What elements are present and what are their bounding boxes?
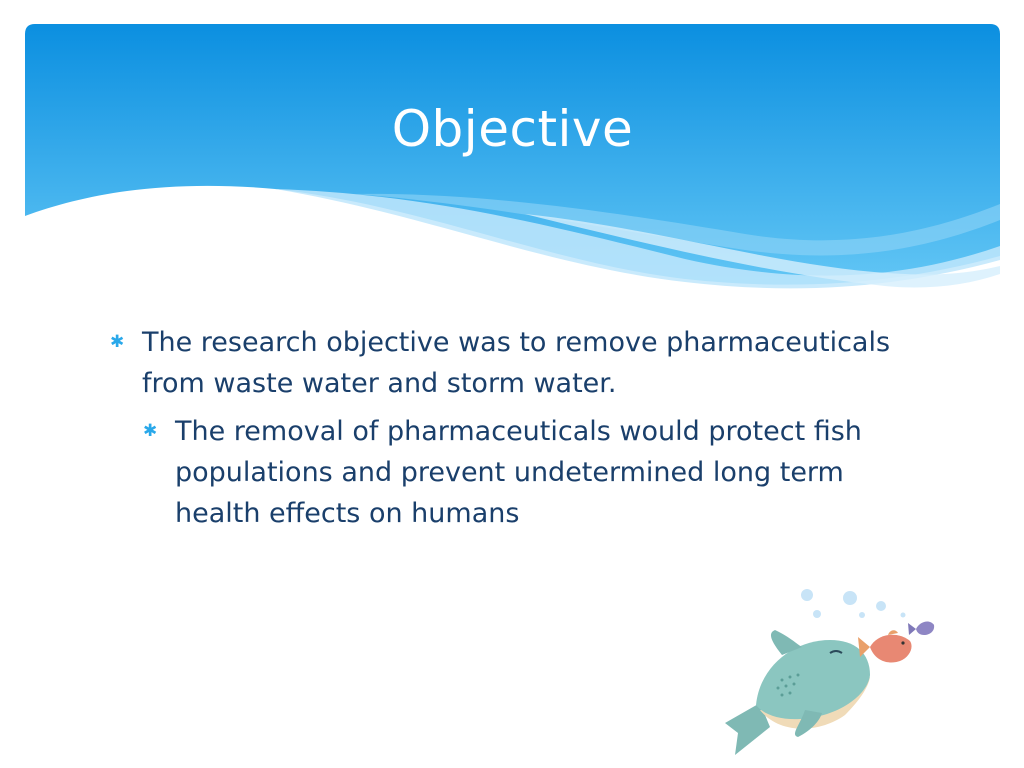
bullet-item: [110, 322, 930, 404]
bubble-icon: [813, 610, 821, 618]
bubble-icon: [901, 613, 906, 618]
slide-title: Objective: [391, 100, 634, 158]
small-red-fish-fin: [888, 630, 898, 635]
fish-illustration: [720, 585, 950, 765]
sub-bullet-text: The removal of pharmaceuticals would protect fish populations and prevent undetermined long term health effects on humans: [175, 416, 862, 529]
small-purple-fish: [916, 622, 934, 635]
bubble-icon: [801, 589, 813, 601]
asterisk-bullet-icon: ✱: [143, 421, 158, 441]
header-banner: [25, 24, 1000, 294]
bubble-icon: [843, 591, 857, 605]
wave-background: [25, 24, 1000, 294]
small-red-fish-tail: [858, 637, 870, 657]
bullet-text: The research objective was to remove pharmaceuticals from waste water and storm water.: [142, 327, 891, 399]
small-red-fish-eye: [901, 641, 904, 644]
bullet-list: [110, 322, 930, 534]
sub-bullet-item: [143, 411, 930, 534]
small-purple-fish-tail: [908, 623, 916, 635]
bubble-icon: [859, 612, 865, 618]
asterisk-bullet-icon: ✱: [110, 332, 125, 352]
small-red-fish: [870, 635, 912, 663]
big-fish-body: [756, 640, 870, 719]
bubble-icon: [876, 601, 886, 611]
